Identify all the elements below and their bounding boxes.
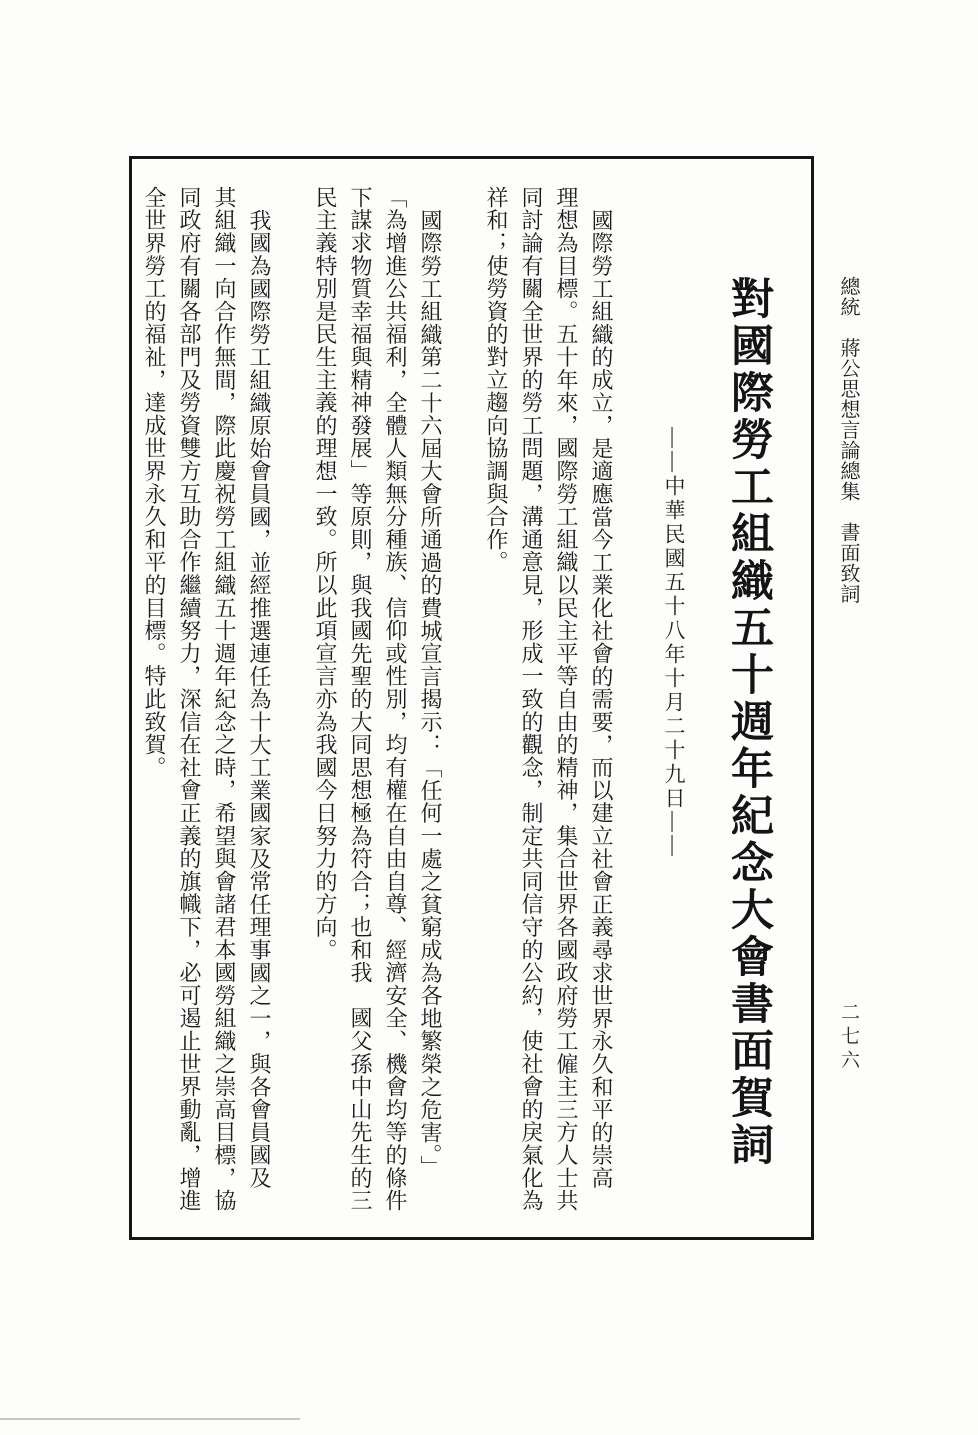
margin-header: 總統 蔣公思想言論總集 書面致詞 xyxy=(837,276,859,604)
body-column: 民主義特別是民生主義的理想一致。所以此項宣言亦為我國今日努力的方向。 xyxy=(313,186,338,962)
document-title: 對國際勞工組織五十週年紀念大會書面賀詞 xyxy=(725,276,772,1169)
body-column: 理想為目標。五十年來，國際勞工組織以民主平等自由的精神，集合世界各國政府勞工僱主三方人士共 xyxy=(554,186,579,1212)
scan-artifact-line xyxy=(0,1418,300,1420)
body-column: 「為增進公共福利，全體人類無分種族、信仰或性別，均有權在自由自尊、經濟安全、機會均等的條件 xyxy=(383,186,408,1212)
text-frame xyxy=(129,156,814,1240)
body-column: 全世界勞工的福祉，達成世界永久和平的目標。特此致賀。 xyxy=(142,186,167,779)
body-column: 國際勞工組織第二十六屆大會所通過的費城宣言揭示：「任何一處之貧窮成為各地繁榮之危害。」 xyxy=(418,209,443,1179)
body-column: 下謀求物質幸福與精神發展」等原則，與我國先聖的大同思想極為符合；也和我 國父孫中山先生的三 xyxy=(348,186,373,1212)
document-date-line: ——中華民國五十八年十月二十九日—— xyxy=(662,427,686,859)
body-column: 同討論有關全世界的勞工問題，溝通意見，形成一致的觀念，制定共同信守的公約，使社會的戾氣化為 xyxy=(519,186,544,1212)
body-column: 其組織一向合作無間，際此慶祝勞工組織五十週年紀念之時，希望與會諸君本國勞組織之崇高目標，協 xyxy=(212,186,237,1212)
page-number: 二七六 xyxy=(838,1002,859,1074)
body-column: 祥和；使勞資的對立趨向協調與合作。 xyxy=(484,186,509,574)
body-column: 我國為國際勞工組織原始會員國，並經推選連任為十大工業國家及常任理事國之一，與各會員國及 xyxy=(247,209,272,1190)
body-column: 同政府有關各部門及勞資雙方互助合作繼續努力，深信在社會正義的旗幟下，必可遏止世界動亂，增進 xyxy=(177,186,202,1212)
body-column: 國際勞工組織的成立，是適應當今工業化社會的需要，而以建立社會正義尋求世界永久和平的崇高 xyxy=(589,209,614,1190)
vertical-text-area xyxy=(132,186,811,1236)
